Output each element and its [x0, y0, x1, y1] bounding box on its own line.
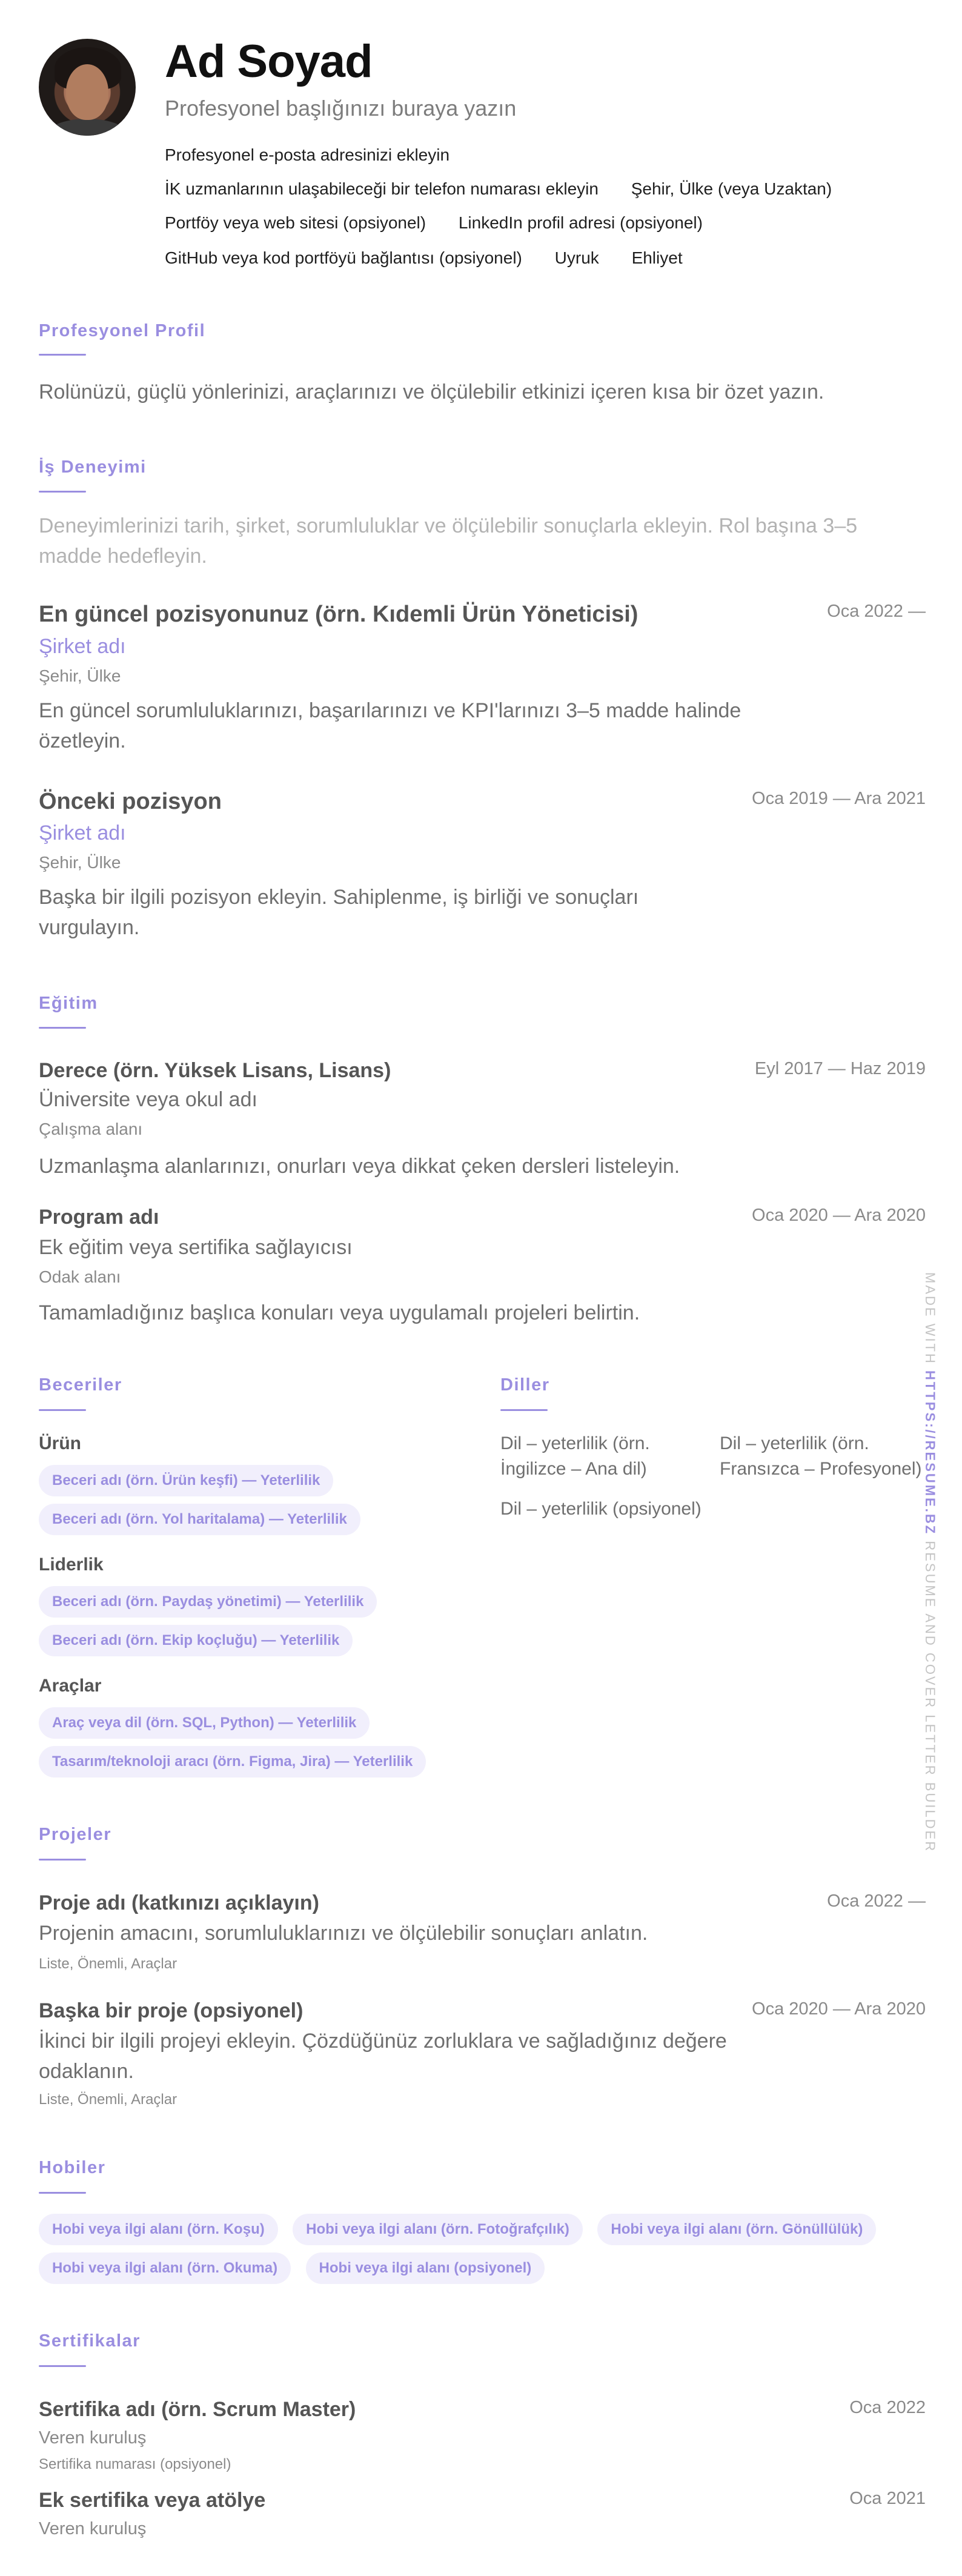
- contact-github[interactable]: GitHub veya kod portföyü bağlantısı (opsiyonel): [165, 248, 522, 267]
- certificate-issuer: Veren kuruluş: [39, 2519, 147, 2538]
- section-divider: [39, 1859, 86, 1861]
- hobby-pill: Hobi veya ilgi alanı (opsiyonel): [306, 2252, 545, 2284]
- skill-list: [39, 1504, 373, 1535]
- project-date: Oca 2022 —: [827, 1891, 926, 1911]
- avatar: [39, 39, 136, 136]
- project-name: Proje adı (katkınızı açıklayın): [39, 1891, 319, 1914]
- contact-nationality: Uyruk: [554, 248, 599, 267]
- experience-description: En güncel sorumluluklarınızı, başarılarınızı ve KPI'larınızı 3–5 madde halinde özetleyin.: [39, 699, 741, 752]
- hobby-pill: Hobi veya ilgi alanı (örn. Fotoğrafçılık): [293, 2214, 583, 2245]
- certificate-date: Oca 2021: [849, 2489, 926, 2508]
- certificate-date: Oca 2022: [849, 2398, 926, 2417]
- education-date: Eyl 2017 — Haz 2019: [754, 1059, 926, 1078]
- section-title-profile: Profesyonel Profil: [39, 321, 206, 340]
- skill-pill: Beceri adı (örn. Yol haritalama) — Yeterlilik: [39, 1504, 360, 1535]
- skill-pill: Araç veya dil (örn. SQL, Python) — Yeterlilik: [39, 1707, 370, 1739]
- experience-location: Şehir, Ülke: [39, 666, 121, 685]
- project-date: Oca 2020 — Ara 2020: [752, 1999, 926, 2019]
- contact-license: Ehliyet: [631, 248, 683, 267]
- education-school: Ek eğitim veya sertifika sağlayıcısı: [39, 1236, 353, 1259]
- skill-list: [39, 1465, 345, 1496]
- language-item: Dil – yeterlilik (örn. İngilizce – Ana dil): [500, 1433, 650, 1479]
- contact-row-1: [165, 145, 477, 165]
- project-tags: Liste, Önemli, Araçlar: [39, 1956, 177, 1972]
- education-description: Uzmanlaşma alanlarınızı, onurları veya dikkat çeken dersleri listeleyin.: [39, 1155, 680, 1178]
- contact-phone[interactable]: İK uzmanlarının ulaşabileceği bir telefon numarası ekleyin: [165, 179, 599, 198]
- experience-position: En güncel pozisyonunuz (örn. Kıdemli Ürün Yöneticisi): [39, 602, 639, 627]
- section-divider: [39, 1027, 86, 1029]
- section-title-certificates: Sertifikalar: [39, 2331, 141, 2351]
- watermark-prefix: MADE WITH: [923, 1272, 938, 1370]
- education-date: Oca 2020 — Ara 2020: [752, 1206, 926, 1225]
- project-name: Başka bir proje (opsiyonel): [39, 1999, 304, 2022]
- education-degree: Program adı: [39, 1206, 159, 1229]
- skill-group-name: Ürün: [39, 1433, 81, 1453]
- builder-watermark: [922, 1272, 938, 1853]
- contact-row-3: [165, 213, 731, 233]
- avatar-face: [66, 64, 108, 120]
- section-title-education: Eğitim: [39, 994, 98, 1013]
- contact-email[interactable]: Profesyonel e-posta adresinizi ekleyin: [165, 145, 450, 164]
- skill-list: [39, 1625, 365, 1656]
- experience-intro: Deneyimlerinizi tarih, şirket, sorumluluklar ve ölçülebilir sonuçlarla ekleyin. Rol başına 3–5 madde hedefleyin.: [39, 514, 858, 568]
- experience-date: Oca 2019 — Ara 2021: [752, 789, 926, 808]
- skill-pill: Beceri adı (örn. Ürün keşfi) — Yeterlilik: [39, 1465, 333, 1496]
- hobby-pill: Hobi veya ilgi alanı (örn. Okuma): [39, 2252, 291, 2284]
- skill-list: [39, 1746, 438, 1778]
- skill-group-name: Liderlik: [39, 1555, 104, 1575]
- profile-summary: Rolünüzü, güçlü yönlerinizi, araçlarınızı ve ölçülebilir etkinizi içeren kısa bir özet yazın.: [39, 380, 824, 403]
- experience-date: Oca 2022 —: [827, 602, 926, 621]
- contact-website[interactable]: Portföy veya web sitesi (opsiyonel): [165, 213, 426, 232]
- experience-position: Önceki pozisyon: [39, 789, 222, 814]
- skill-list: [39, 1707, 382, 1739]
- contact-row-2: [165, 179, 860, 199]
- certificate-name: Sertifika adı (örn. Scrum Master): [39, 2398, 356, 2421]
- project-description: Projenin amacını, sorumluluklarınızı ve ölçülebilir sonuçları anlatın.: [39, 1922, 648, 1945]
- education-degree: Derece (örn. Yüksek Lisans, Lisans): [39, 1059, 391, 1082]
- skill-group-name: Araçlar: [39, 1676, 102, 1696]
- headline: Profesyonel başlığınızı buraya yazın: [165, 96, 517, 121]
- hobby-list: [39, 2214, 888, 2245]
- skill-pill: Beceri adı (örn. Ekip koçluğu) — Yeterlilik: [39, 1625, 353, 1656]
- certificate-number: Sertifika numarası (opsiyonel): [39, 2456, 231, 2472]
- section-divider: [39, 2365, 86, 2367]
- section-title-experience: İş Deneyimi: [39, 457, 147, 477]
- hobby-pill: Hobi veya ilgi alanı (örn. Koşu): [39, 2214, 278, 2245]
- education-school: Üniversite veya okul adı: [39, 1088, 257, 1111]
- skill-list: [39, 1586, 389, 1618]
- contact-location: Şehir, Ülke (veya Uzaktan): [631, 179, 832, 198]
- skill-pill: Beceri adı (örn. Paydaş yönetimi) — Yeterlilik: [39, 1586, 377, 1618]
- section-divider: [39, 354, 86, 356]
- section-title-languages: Diller: [500, 1375, 550, 1395]
- language-item: Dil – yeterlilik (opsiyonel): [500, 1499, 702, 1519]
- language-item: Dil – yeterlilik (örn. Fransızca – Profesyonel): [720, 1433, 922, 1479]
- skill-pill: Tasarım/teknoloji aracı (örn. Figma, Jira) — Yeterlilik: [39, 1746, 426, 1778]
- section-title-hobbies: Hobiler: [39, 2158, 106, 2177]
- section-divider: [39, 1409, 86, 1411]
- contact-linkedin[interactable]: LinkedIn profil adresi (opsiyonel): [458, 213, 703, 232]
- section-title-skills: Beceriler: [39, 1375, 122, 1395]
- hobby-list: [39, 2252, 557, 2284]
- section-divider: [39, 491, 86, 493]
- experience-location: Şehir, Ülke: [39, 853, 121, 872]
- certificate-name: Ek sertifika veya atölye: [39, 2489, 266, 2512]
- education-description: Tamamladığınız başlıca konuları veya uygulamalı projeleri belirtin.: [39, 1301, 640, 1324]
- contact-row-4: [165, 248, 711, 268]
- avatar-shirt: [45, 119, 130, 136]
- section-divider: [39, 2192, 86, 2194]
- project-description: İkinci bir ilgili projeyi ekleyin. Çözdüğünüz zorluklara ve sağladığınız değere odaklanın.: [39, 2030, 727, 2083]
- education-field: Odak alanı: [39, 1267, 121, 1286]
- experience-company: Şirket adı: [39, 635, 126, 658]
- certificate-issuer: Veren kuruluş: [39, 2428, 147, 2448]
- experience-company: Şirket adı: [39, 822, 126, 845]
- project-tags: Liste, Önemli, Araçlar: [39, 2091, 177, 2108]
- experience-description: Başka bir ilgili pozisyon ekleyin. Sahiplenme, iş birliği ve sonuçları vurgulayın.: [39, 886, 639, 939]
- hobby-pill: Hobi veya ilgi alanı (örn. Gönüllülük): [597, 2214, 876, 2245]
- education-field: Çalışma alanı: [39, 1120, 143, 1138]
- watermark-suffix: RESUME AND COVER LETTER BUILDER: [923, 1535, 938, 1853]
- section-divider: [500, 1409, 548, 1411]
- full-name: Ad Soyad: [165, 36, 373, 87]
- section-title-projects: Projeler: [39, 1825, 111, 1844]
- watermark-link[interactable]: HTTPS://RESUME.BZ: [923, 1370, 938, 1536]
